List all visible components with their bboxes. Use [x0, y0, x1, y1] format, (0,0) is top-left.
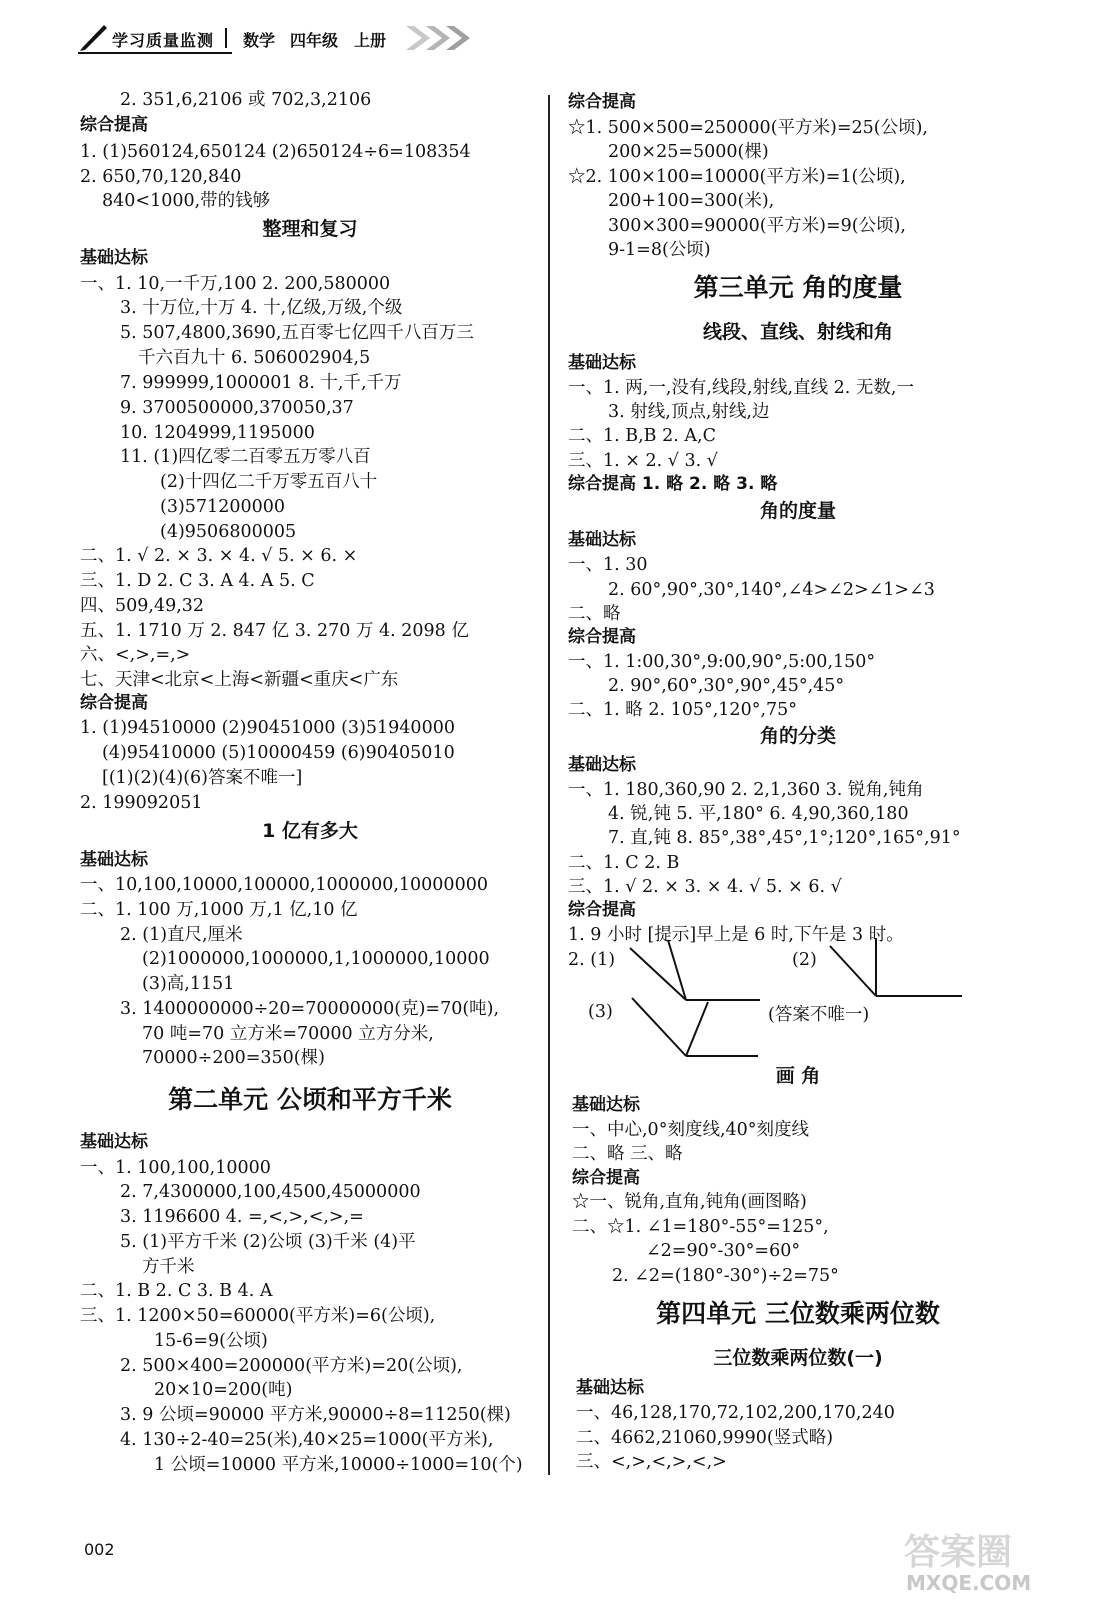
- answer-line: 一、1. 10,一千万,100 2. 200,580000: [80, 274, 391, 294]
- answer-line: 2. ∠2=(180°-30°)÷2=75°: [612, 1266, 839, 1286]
- answer-line: 四、509,49,32: [80, 596, 205, 616]
- answer-line: (3)高,1151: [142, 974, 235, 994]
- answer-line: 三、<,>,<,>,<,>: [576, 1452, 727, 1472]
- answer-line: 一、1. 两,一,没有,线段,射线,直线 2. 无数,一: [568, 378, 914, 398]
- answer-line: ☆2. 100×100=10000(平方米)=1(公顷),: [568, 167, 906, 187]
- answer-line: 1. 9 小时 [提示]早上是 6 时,下午是 3 时。: [568, 925, 904, 945]
- answer-line: ☆1. 500×500=250000(平方米)=25(公顷),: [568, 118, 928, 138]
- column-divider: [548, 95, 550, 1475]
- answer-line: 200+100=300(米),: [608, 191, 775, 211]
- answer-line: 二、4662,21060,9990(竖式略): [576, 1428, 834, 1448]
- section-title: 三位数乘两位数(一): [713, 1347, 883, 1369]
- answer-line: 三、1. D 2. C 3. A 4. A 5. C: [80, 571, 315, 591]
- answer-line: 方千米: [142, 1257, 195, 1277]
- answer-line: 七、天津<北京<上海<新疆<重庆<广东: [80, 670, 399, 690]
- answer-line: (3): [588, 1002, 613, 1022]
- answer-line: 三、1. 1200×50=60000(平方米)=6(公顷),: [80, 1306, 436, 1326]
- answer-line: (2): [792, 950, 817, 970]
- answer-line: 4. 130÷2-40=25(米),40×25=1000(平方米),: [120, 1430, 494, 1450]
- subsection-label: 综合提高: [568, 627, 636, 647]
- unit-title: 第四单元 三位数乘两位数: [656, 1299, 940, 1328]
- answer-line: 9-1=8(公顷): [608, 240, 711, 260]
- brand-title: 学习质量监测: [112, 31, 215, 50]
- subsection-label: 综合提高: [572, 1168, 640, 1188]
- subsection-label: 基础达标: [568, 353, 636, 373]
- chevron-decoration-icon: [404, 24, 480, 52]
- page-header: [0, 0, 1094, 70]
- answer-line: 2. (1)直尺,厘米: [120, 925, 243, 945]
- subject-label: 数学: [243, 31, 276, 50]
- answer-line: 二、1. 100 万,1000 万,1 亿,10 亿: [80, 900, 358, 920]
- answer-line: 二、略: [568, 604, 621, 624]
- answer-line: (答案不唯一): [768, 1005, 870, 1025]
- answer-line: 70000÷200=350(棵): [142, 1048, 325, 1068]
- answer-line: 一、1. 100,100,10000: [80, 1158, 271, 1178]
- answer-line: 1 公顷=10000 平方米,10000÷1000=10(个): [154, 1455, 523, 1475]
- subsection-label: 综合提高: [568, 92, 636, 112]
- answer-line: 2. 60°,90°,30°,140°,∠4>∠2>∠1>∠3: [608, 580, 935, 600]
- answer-line: [(1)(2)(4)(6)答案不唯一]: [102, 768, 303, 788]
- answer-line: 一、10,100,10000,100000,1000000,10000000: [80, 875, 488, 895]
- section-title: 整理和复习: [262, 218, 358, 240]
- answer-line: 2. (1): [568, 950, 616, 970]
- volume-label: 上册: [354, 31, 387, 50]
- answer-line: 三、1. √ 2. × 3. × 4. √ 5. × 6. √: [568, 877, 842, 897]
- answer-line: 2. 351,6,2106 或 702,3,2106: [120, 90, 372, 110]
- answer-line: (2)1000000,1000000,1,1000000,10000: [142, 949, 490, 969]
- angle-figure-1: [630, 940, 760, 1000]
- answer-line: 3. 射线,顶点,射线,边: [608, 402, 770, 422]
- subsection-label: 基础达标: [568, 530, 636, 550]
- answer-line: 1. (1)94510000 (2)90451000 (3)51940000: [80, 718, 455, 738]
- unit-title: 第三单元 角的度量: [693, 273, 903, 302]
- answer-line: 一、1. 30: [568, 555, 648, 575]
- answer-line: 3. 1400000000÷20=70000000(克)=70(吨),: [120, 999, 500, 1019]
- answer-line: 二、1. √ 2. × 3. × 4. √ 5. × 6. ×: [80, 546, 358, 566]
- answer-line: 5. 507,4800,3690,五百零七亿四千八百万三: [120, 323, 474, 343]
- answer-line: 200×25=5000(棵): [608, 142, 769, 162]
- answer-line: (4)95410000 (5)10000459 (6)90405010: [102, 743, 455, 763]
- answer-line: 六、<,>,=,>: [80, 645, 191, 665]
- answer-line: 15-6=9(公顷): [154, 1331, 268, 1351]
- subsection-label: 基础达标: [80, 850, 148, 870]
- answer-line: 二、1. B 2. C 3. B 4. A: [80, 1281, 273, 1301]
- subsection-label: 基础达标: [572, 1095, 640, 1115]
- answer-line: 300×300=90000(平方米)=9(公顷),: [608, 216, 906, 236]
- subsection-label: 综合提高 1. 略 2. 略 3. 略: [568, 474, 778, 494]
- watermark-top-text: 答案圈: [904, 1532, 1013, 1573]
- answer-line: 二、略 三、略: [572, 1144, 683, 1164]
- answer-line: 7. 直,钝 8. 85°,38°,45°,1°;120°,165°,91°: [608, 828, 961, 848]
- subsection-label: 基础达标: [576, 1378, 644, 1398]
- answer-line: 二、1. B,B 2. A,C: [568, 426, 716, 446]
- section-title: 角的分类: [759, 725, 836, 747]
- section-title: 1 亿有多大: [262, 820, 358, 842]
- grade-label: 四年级: [290, 31, 339, 50]
- answer-line: 3. 9 公顷=90000 平方米,90000÷8=11250(棵): [120, 1405, 511, 1425]
- subsection-label: 基础达标: [80, 248, 148, 268]
- answer-line: 840<1000,带的钱够: [102, 191, 271, 211]
- answer-line: 二、1. 略 2. 105°,120°,75°: [568, 700, 798, 720]
- answer-line: 3. 1196600 4. =,<,>,<,>,=: [120, 1207, 364, 1227]
- answer-line: 一、46,128,170,72,102,200,170,240: [576, 1403, 895, 1423]
- section-title: 画 角: [775, 1065, 821, 1087]
- header-separator: [225, 28, 227, 48]
- answer-line: 2. 7,4300000,100,4500,45000000: [120, 1182, 421, 1202]
- answer-line: 1. (1)560124,650124 (2)650124÷6=108354: [80, 142, 471, 162]
- answer-line: (3)571200000: [160, 497, 285, 517]
- answer-line: 一、1. 1:00,30°,9:00,90°,5:00,150°: [568, 652, 876, 672]
- answer-line: 11. (1)四亿零二百零五万零八百: [120, 447, 371, 467]
- answer-line: 三、1. × 2. √ 3. √: [568, 451, 718, 471]
- answer-line: ☆一、锐角,直角,钝角(画图略): [572, 1192, 807, 1212]
- page-number: 002: [84, 1540, 115, 1559]
- section-title: 线段、直线、射线和角: [702, 321, 893, 343]
- answer-line: 10. 1204999,1195000: [120, 423, 315, 443]
- answer-line: 2. 650,70,120,840: [80, 167, 242, 187]
- answer-line: 5. (1)平方千米 (2)公顷 (3)千米 (4)平: [120, 1232, 416, 1252]
- unit-title: 第二单元 公顷和平方千米: [168, 1085, 452, 1114]
- section-title: 角的度量: [759, 500, 836, 522]
- watermark-bottom-text: MXQE.COM: [906, 1571, 1032, 1594]
- answer-line: 2. 90°,60°,30°,90°,45°,45°: [608, 676, 845, 696]
- pen-icon: [78, 22, 110, 52]
- watermark-logo: [900, 1530, 1090, 1594]
- answer-line: 2. 500×400=200000(平方米)=20(公顷),: [120, 1356, 463, 1376]
- answer-line: 二、☆1. ∠1=180°-55°=125°,: [572, 1217, 829, 1237]
- answer-line: 9. 3700500000,370050,37: [120, 398, 354, 418]
- subsection-label: 基础达标: [568, 755, 636, 775]
- answer-line: 3. 十万位,十万 4. 十,亿级,万级,个级: [120, 298, 403, 318]
- answer-line: 一、1. 180,360,90 2. 2,1,360 3. 锐角,钝角: [568, 780, 924, 800]
- answer-line: 一、中心,0°刻度线,40°刻度线: [572, 1120, 810, 1140]
- answer-line: ∠2=90°-30°=60°: [646, 1241, 801, 1261]
- subsection-label: 基础达标: [80, 1132, 148, 1152]
- answer-line: 4. 锐,钝 5. 平,180° 6. 4,90,360,180: [608, 804, 909, 824]
- answer-line: (4)9506800005: [160, 522, 297, 542]
- answer-line: 二、1. C 2. B: [568, 853, 680, 873]
- answer-line: (2)十四亿二千万零五百八十: [160, 472, 378, 492]
- angle-figure-3: [632, 998, 758, 1056]
- subsection-label: 综合提高: [80, 115, 148, 135]
- subsection-label: 综合提高: [568, 900, 636, 920]
- answer-line: 五、1. 1710 万 2. 847 亿 3. 270 万 4. 2098 亿: [80, 621, 469, 641]
- header-underline: [78, 52, 232, 54]
- answer-line: 70 吨=70 立方米=70000 立方分米,: [142, 1024, 434, 1044]
- answer-line: 2. 199092051: [80, 793, 203, 813]
- answer-line: 7. 999999,1000001 8. 十,千,千万: [120, 373, 402, 393]
- answer-line: 千六百九十 6. 506002904,5: [138, 348, 371, 368]
- answer-line: 20×10=200(吨): [154, 1380, 293, 1400]
- subsection-label: 综合提高: [80, 693, 148, 713]
